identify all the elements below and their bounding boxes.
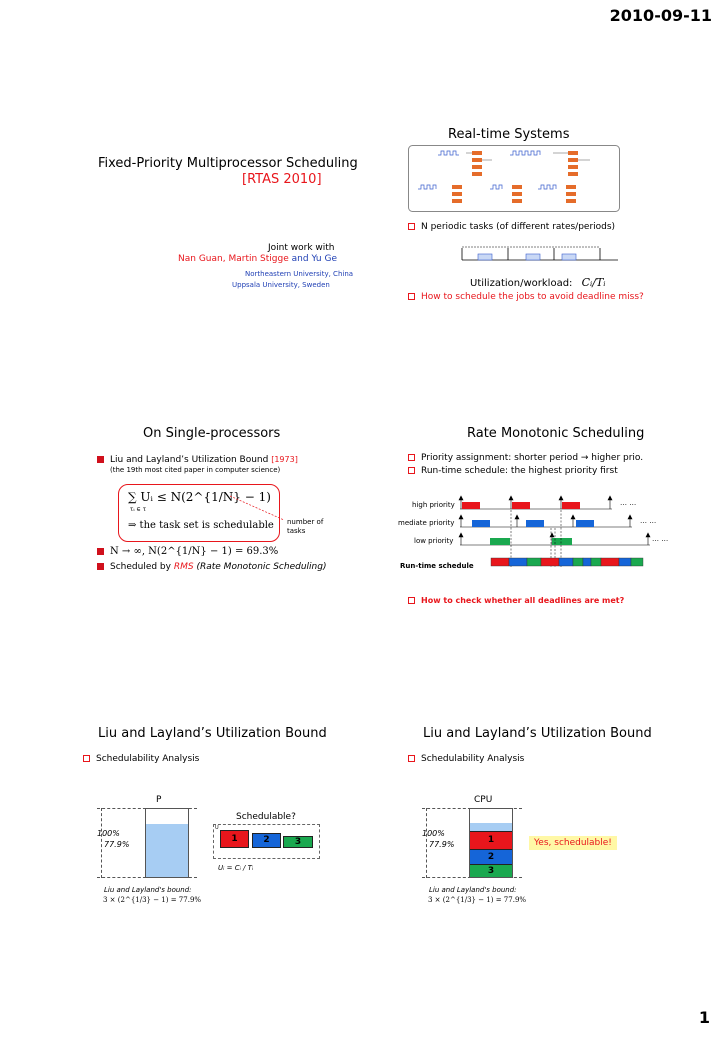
page-date: 2010-09-11 bbox=[609, 6, 712, 25]
ellipsis-low: … … bbox=[652, 535, 669, 543]
ellipsis-high: … … bbox=[620, 499, 637, 507]
affiliation-2: Uppsala University, Sweden bbox=[232, 281, 330, 289]
bullet-icon bbox=[97, 548, 104, 555]
rms-timeline bbox=[456, 490, 669, 572]
author-2: Martin Stigge bbox=[228, 254, 289, 264]
pct-100: 100% bbox=[97, 829, 120, 838]
workload-label: Utilization/workload: bbox=[470, 278, 573, 289]
verdict-badge: Yes, schedulable! bbox=[529, 836, 617, 850]
slide3-title: On Single-processors bbox=[143, 426, 281, 441]
annotation-pointer bbox=[228, 494, 288, 524]
bullet-icon bbox=[408, 467, 415, 474]
slide1-title: Fixed-Priority Multiprocessor Scheduling bbox=[98, 156, 358, 171]
task-1: 1 bbox=[220, 830, 249, 848]
cpu-task-1: 1 bbox=[470, 831, 512, 849]
slide4-bullet-1: Priority assignment: shorter period → higher prio. bbox=[408, 453, 643, 463]
slide6-title: Liu and Layland’s Utilization Bound bbox=[423, 726, 652, 741]
bound-formula: 3 × (2^{1/3} − 1) = 77.9% bbox=[428, 896, 527, 904]
slide3-subnote: (the 19th most cited paper in computer science) bbox=[110, 466, 281, 474]
row-label-mid: mediate priority bbox=[398, 519, 455, 527]
author-1: Nan Guan bbox=[178, 254, 223, 264]
pct-779: 77.9% bbox=[104, 840, 130, 849]
author-3: Yu Ge bbox=[311, 254, 337, 264]
row-label-high: high priority bbox=[412, 501, 455, 509]
bullet-icon bbox=[408, 755, 415, 762]
cpu-task-2: 2 bbox=[470, 849, 512, 864]
processor-bar bbox=[145, 808, 189, 878]
axis-label-u: U bbox=[215, 825, 219, 831]
slide3-bullet-3: Scheduled by RMS (Rate Monotonic Scheduling) bbox=[97, 562, 326, 572]
bullet-icon bbox=[408, 454, 415, 461]
bullet-icon bbox=[97, 563, 104, 570]
row-label-low: low priority bbox=[414, 537, 454, 545]
ellipsis-mid: … … bbox=[640, 517, 657, 525]
cpu-task-3: 3 bbox=[470, 864, 512, 877]
formula-subscript: τᵢ ∈ τ bbox=[130, 506, 147, 513]
slide3-bullet-2: N → ∞, N(2^{1/N} − 1) = 69.3% bbox=[97, 546, 278, 557]
annotation-line-2: tasks bbox=[287, 527, 306, 535]
task-3: 3 bbox=[283, 836, 313, 848]
bound-label: Liu and Layland's bound: bbox=[429, 886, 517, 894]
workload-formula: Cᵢ/Tᵢ bbox=[581, 276, 606, 289]
pct-100: 100% bbox=[422, 829, 445, 838]
bullet-icon bbox=[408, 223, 415, 230]
slide2-bullet-1: N periodic tasks (of different rates/periods) bbox=[408, 222, 615, 232]
ratio-label: Uᵢ = Cᵢ / Tᵢ bbox=[218, 864, 254, 872]
slide1-venue: [RTAS 2010] bbox=[242, 172, 322, 187]
page-number: 1 bbox=[698, 1008, 710, 1027]
slide5-bullet: Schedulability Analysis bbox=[83, 754, 199, 764]
slide4-bullet-2: Run-time schedule: the highest priority first bbox=[408, 466, 618, 476]
formula-line-2: ⇒ the task set is schedulable bbox=[128, 520, 274, 531]
bullet-icon bbox=[408, 293, 415, 300]
periodic-timeline bbox=[460, 240, 620, 272]
bullet-icon bbox=[83, 755, 90, 762]
slide6-bullet: Schedulability Analysis bbox=[408, 754, 524, 764]
row-label-run: Run-time schedule bbox=[400, 562, 474, 570]
slide5-title: Liu and Layland’s Utilization Bound bbox=[98, 726, 327, 741]
annotation-line-1: number of bbox=[287, 518, 324, 526]
affiliation-1: Northeastern University, China bbox=[245, 270, 354, 278]
slide3-bullet-1: Liu and Layland’s Utilization Bound [1973] bbox=[97, 455, 298, 465]
bound-formula: 3 × (2^{1/3} − 1) = 77.9% bbox=[103, 896, 202, 904]
slide4-question: How to check whether all deadlines are met? bbox=[408, 596, 624, 605]
bullet-icon bbox=[97, 456, 104, 463]
pct-779: 77.9% bbox=[429, 840, 455, 849]
formula-line-1: ∑ Uᵢ ≤ N(2^{1/N} − 1) bbox=[128, 490, 271, 504]
schedulable-question: Schedulable? bbox=[236, 812, 296, 822]
slide4-title: Rate Monotonic Scheduling bbox=[467, 426, 645, 441]
cpu-label: CPU bbox=[474, 795, 493, 805]
task-2: 2 bbox=[252, 833, 281, 848]
slide2-bullet-2: How to schedule the jobs to avoid deadline miss? bbox=[408, 292, 644, 302]
bullet-icon bbox=[408, 597, 415, 604]
joint-work-label: Joint work with bbox=[268, 243, 335, 253]
bound-label: Liu and Layland's bound: bbox=[104, 886, 192, 894]
slide2-title: Real-time Systems bbox=[448, 127, 570, 142]
author-list: Nan Guan, Martin Stigge and Yu Ge bbox=[178, 254, 337, 264]
system-diagram bbox=[408, 145, 620, 212]
processor-label: P bbox=[156, 795, 162, 805]
workload-row bbox=[470, 276, 606, 289]
utilization-fill bbox=[146, 824, 188, 877]
cpu-bar bbox=[469, 808, 513, 878]
